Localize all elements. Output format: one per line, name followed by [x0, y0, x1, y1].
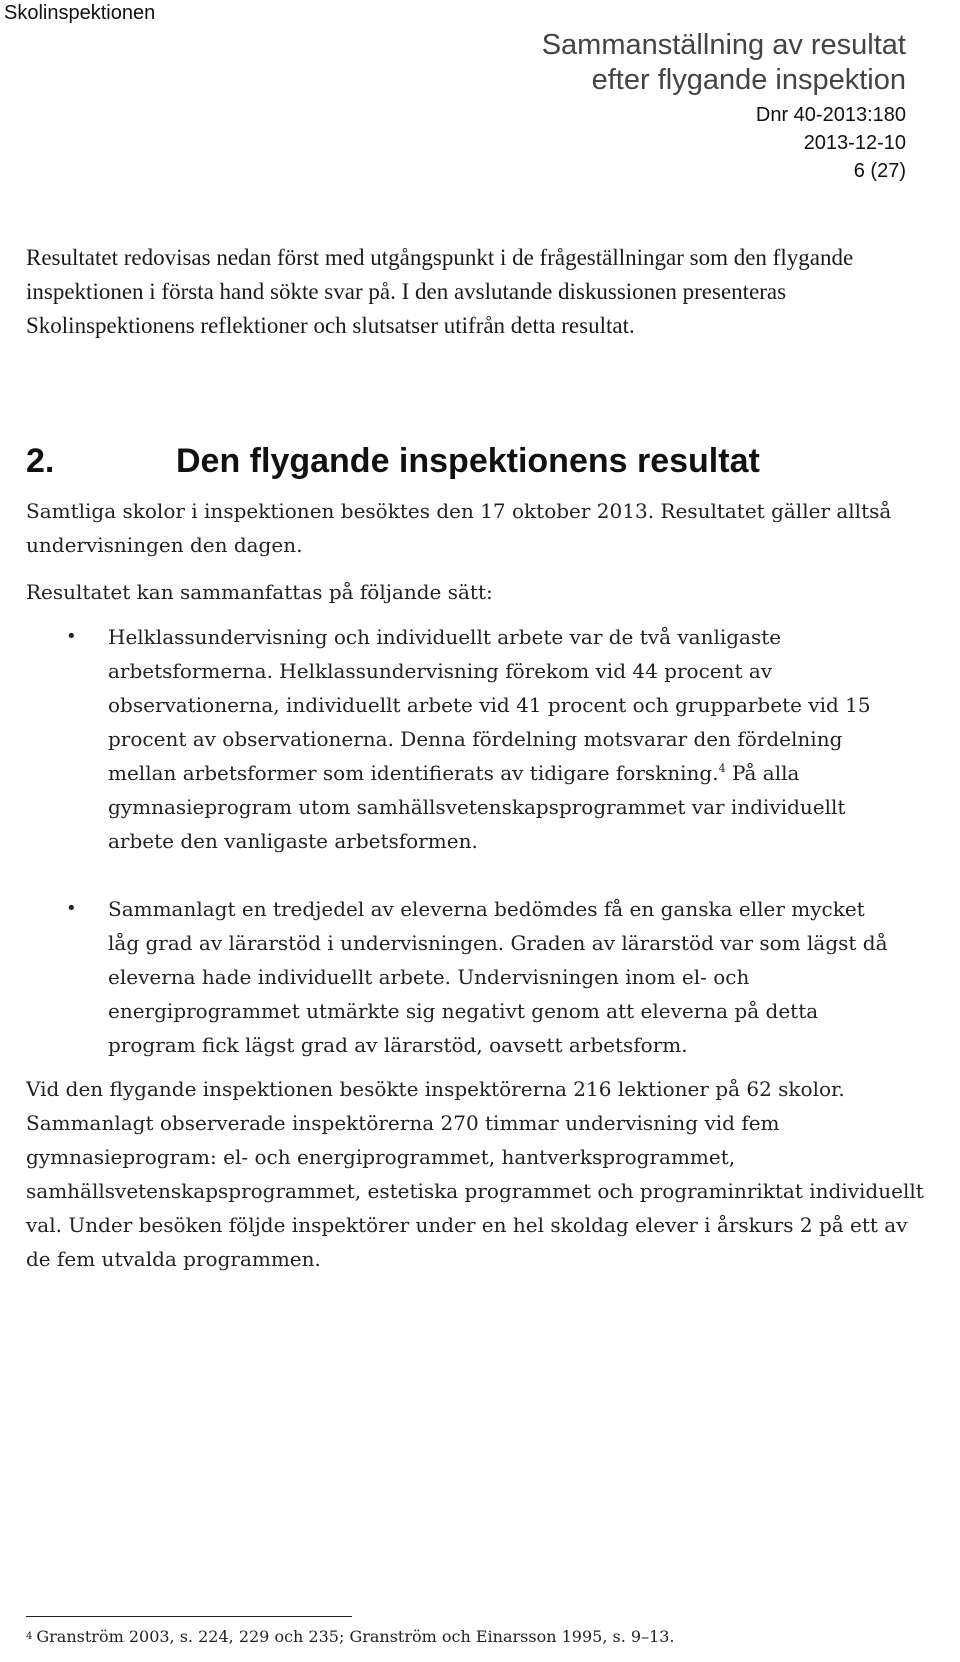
- footnote-reference[interactable]: 4: [718, 762, 726, 775]
- list-item-text-continued: På alla gymnasieprogram utom samhällsvetenskapsprogrammet var individuellt arbete den vanligaste arbetsformen.: [108, 761, 846, 853]
- bullet-icon: •: [66, 898, 77, 919]
- document-title-line-2: efter flygande inspektion: [591, 64, 906, 96]
- organization-name: Skolinspektionen: [4, 2, 156, 24]
- footnote-text: Granström 2003, s. 224, 229 och 235; Granström och Einarsson 1995, s. 9–13.: [36, 1627, 675, 1646]
- document-date: 2013-12-10: [803, 132, 906, 154]
- list-item-text: Sammanlagt en tredjedel av eleverna bedömdes få en ganska eller mycket låg grad av lärarstöd i undervisningen. Graden av lärarstöd var som lägst då eleverna hade individuellt arbete. Undervisningen inom el- och energiprogrammet utmärkte sig negativt genom att eleverna på detta program fick lägst grad av lärarstöd, oavsett arbetsform.: [108, 897, 888, 1057]
- paragraph-visit-date: Samtliga skolor i inspektionen besöktes den 17 oktober 2013. Resultatet gäller alltså undervisningen den dagen.: [26, 499, 892, 557]
- list-item: [0, 892, 898, 1062]
- document-meta: [542, 28, 906, 185]
- section-heading: [26, 440, 760, 482]
- list-item: [0, 620, 898, 858]
- summary-bullet-list-2: [0, 892, 898, 1062]
- page-number: 6 (27): [853, 160, 906, 182]
- paragraph-summary-intro: Resultatet kan sammanfattas på följande sätt:: [26, 580, 493, 604]
- footnote-separator: [26, 1616, 352, 1617]
- summary-bullet-list: [0, 620, 898, 858]
- section-title: Den flygande inspektionens resultat: [176, 442, 760, 480]
- list-item-text: Helklassundervisning och individuellt arbete var de två vanligaste arbetsformerna. Helklassundervisning förekom vid 44 procent av observationerna, individuellt arbete vid 41 procent och grupparbete vid 15 procent av observationerna. Denna fördelning motsvarar den fördelning mellan arbetsformer som identifierats av tidigare forskning.: [108, 625, 871, 785]
- intro-paragraph: Resultatet redovisas nedan först med utgångspunkt i de frågeställningar som den flygande inspektionen i första hand sökte svar på. I den avslutande diskussionen presenteras Skolinspektionens reflektioner och slutsatser utifrån detta resultat.: [26, 245, 854, 338]
- document-dnr: Dnr 40-2013:180: [755, 104, 906, 126]
- footnote: [26, 1626, 675, 1648]
- section-number: 2.: [26, 442, 55, 480]
- bullet-icon: •: [66, 626, 77, 647]
- paragraph-inspection-scope: Vid den flygande inspektionen besökte inspektörerna 216 lektioner på 62 skolor. Sammanlagt observerade inspektörerna 270 timmar undervisning vid fem gymnasieprogram: el- och energiprogrammet, hantverksprogrammet, samhällsvetenskapsprogrammet, estetiska programmet och programinriktat individuellt val. Under besöken följde inspektörer under en hel skoldag elever i årskurs 2 på ett av de fem utvalda programmen.: [26, 1077, 924, 1271]
- document-title-line-1: Sammanställning av resultat: [541, 29, 906, 61]
- footnote-number: 4: [26, 1631, 33, 1642]
